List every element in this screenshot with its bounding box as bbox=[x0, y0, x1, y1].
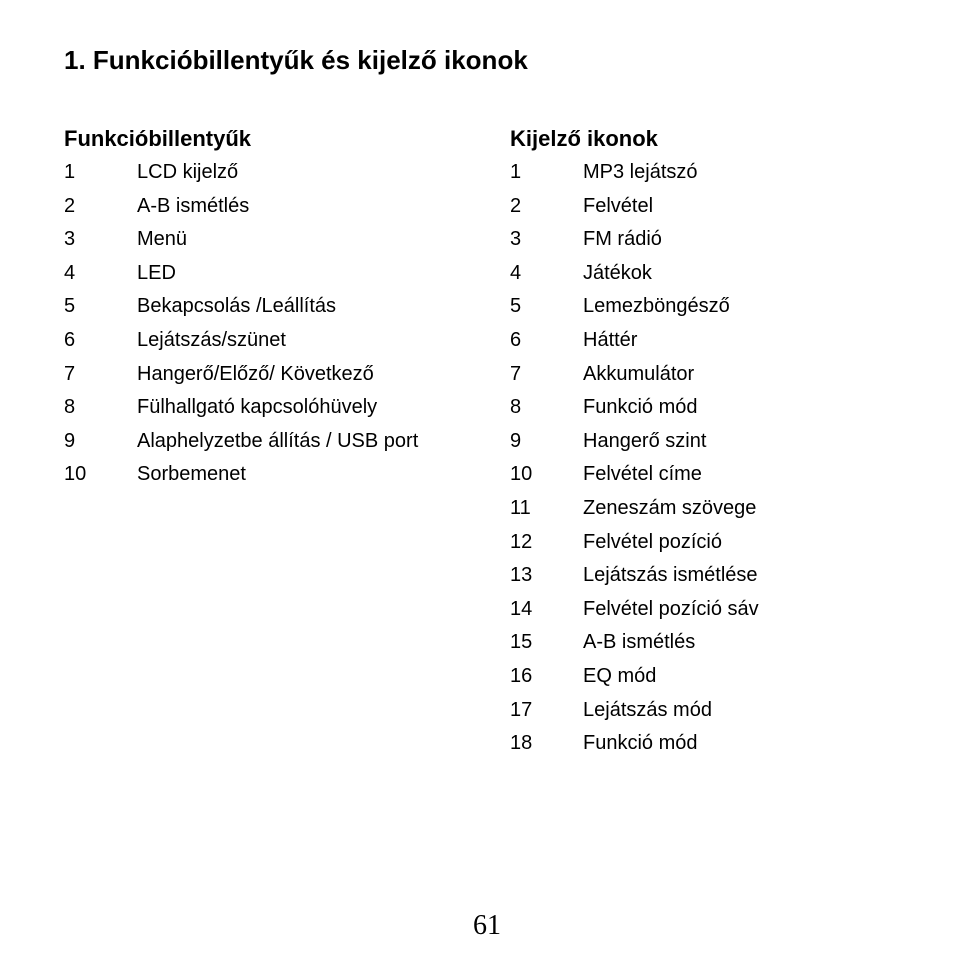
list-item bbox=[510, 391, 930, 425]
item-label: Felvétel címe bbox=[583, 463, 702, 486]
page-title: 1. Funkcióbillentyűk és kijelző ikonok bbox=[64, 45, 528, 75]
item-label: Játékok bbox=[583, 261, 652, 284]
item-label: EQ mód bbox=[583, 664, 657, 687]
item-label: MP3 lejátszó bbox=[583, 161, 698, 183]
item-label: Lejátszás ismétlése bbox=[583, 564, 758, 587]
list-item bbox=[510, 324, 930, 358]
page-number: 61 bbox=[473, 910, 501, 941]
list-item bbox=[510, 290, 930, 324]
list-item bbox=[510, 458, 930, 492]
list-item bbox=[510, 190, 930, 224]
list-item bbox=[510, 526, 930, 560]
list-item bbox=[510, 223, 930, 257]
item-number: 10 bbox=[64, 463, 87, 486]
function-keys-column bbox=[64, 122, 484, 492]
item-number: 10 bbox=[510, 463, 533, 486]
item-label: Menü bbox=[137, 228, 188, 251]
list-item bbox=[64, 458, 484, 492]
item-label: LCD kijelző bbox=[137, 161, 239, 183]
item-number: 1 bbox=[64, 161, 76, 183]
item-number: 4 bbox=[510, 261, 522, 284]
item-label: Zeneszám szövege bbox=[583, 496, 757, 519]
list-item bbox=[510, 492, 930, 526]
item-label: Fülhallgató kapcsolóhüvely bbox=[137, 396, 378, 419]
list-item bbox=[510, 660, 930, 694]
item-number: 8 bbox=[510, 396, 522, 419]
item-number: 7 bbox=[64, 362, 76, 385]
item-number: 7 bbox=[510, 362, 522, 385]
function-keys-list bbox=[64, 156, 484, 492]
item-number: 15 bbox=[510, 631, 533, 654]
list-item bbox=[64, 257, 484, 291]
item-label: A-B ismétlés bbox=[137, 194, 250, 217]
item-label: Akkumulátor bbox=[583, 362, 695, 385]
list-item bbox=[510, 559, 930, 593]
item-number: 14 bbox=[510, 597, 533, 620]
list-item bbox=[64, 391, 484, 425]
list-item bbox=[510, 694, 930, 728]
list-item bbox=[510, 727, 930, 761]
item-label: Felvétel pozíció bbox=[583, 530, 722, 553]
list-item bbox=[64, 156, 484, 190]
list-item bbox=[64, 223, 484, 257]
item-label: Felvétel pozíció sáv bbox=[583, 597, 759, 620]
list-item bbox=[510, 257, 930, 291]
item-number: 5 bbox=[64, 295, 76, 318]
item-number: 13 bbox=[510, 564, 533, 587]
list-item bbox=[510, 425, 930, 459]
item-label: Lejátszás/szünet bbox=[137, 328, 286, 351]
list-item bbox=[64, 290, 484, 324]
item-number: 5 bbox=[510, 295, 522, 318]
item-label: Háttér bbox=[583, 328, 638, 351]
list-item bbox=[64, 324, 484, 358]
item-number: 1 bbox=[510, 161, 522, 183]
item-number: 4 bbox=[64, 261, 76, 284]
item-number: 9 bbox=[64, 429, 76, 452]
item-number: 3 bbox=[64, 228, 76, 251]
item-label: Lejátszás mód bbox=[583, 698, 712, 721]
item-number: 12 bbox=[510, 530, 533, 553]
item-label: Hangerő/Előző/ Következő bbox=[137, 362, 374, 385]
item-label: Alaphelyzetbe állítás / USB port bbox=[137, 429, 419, 452]
item-number: 16 bbox=[510, 664, 533, 687]
display-icons-list bbox=[510, 156, 930, 761]
list-item bbox=[510, 358, 930, 392]
list-item bbox=[64, 425, 484, 459]
item-number: 6 bbox=[64, 328, 76, 351]
item-label: Lemezböngésző bbox=[583, 295, 730, 318]
item-label: Bekapcsolás /Leállítás bbox=[137, 295, 337, 318]
item-label: Funkció mód bbox=[583, 396, 698, 419]
item-label: Sorbemenet bbox=[137, 463, 246, 486]
item-number: 6 bbox=[510, 328, 522, 351]
item-number: 3 bbox=[510, 228, 522, 251]
list-item bbox=[510, 156, 930, 190]
item-label: Funkció mód bbox=[583, 732, 698, 755]
item-number: 11 bbox=[510, 496, 531, 519]
item-number: 9 bbox=[510, 429, 522, 452]
item-label: Felvétel bbox=[583, 194, 654, 217]
list-item bbox=[510, 593, 930, 627]
item-label: A-B ismétlés bbox=[583, 631, 696, 654]
item-label: Hangerő szint bbox=[583, 429, 707, 452]
item-number: 17 bbox=[510, 698, 533, 721]
item-number: 18 bbox=[510, 732, 533, 755]
display-icons-heading: Kijelző ikonok bbox=[510, 126, 658, 151]
list-item bbox=[510, 626, 930, 660]
display-icons-column bbox=[510, 122, 930, 761]
function-keys-heading: Funkcióbillentyűk bbox=[64, 126, 252, 151]
list-item bbox=[64, 190, 484, 224]
item-number: 2 bbox=[510, 194, 522, 217]
item-label: LED bbox=[137, 261, 176, 284]
item-number: 2 bbox=[64, 194, 76, 217]
item-number: 8 bbox=[64, 396, 76, 419]
item-label: FM rádió bbox=[583, 228, 662, 251]
list-item bbox=[64, 358, 484, 392]
